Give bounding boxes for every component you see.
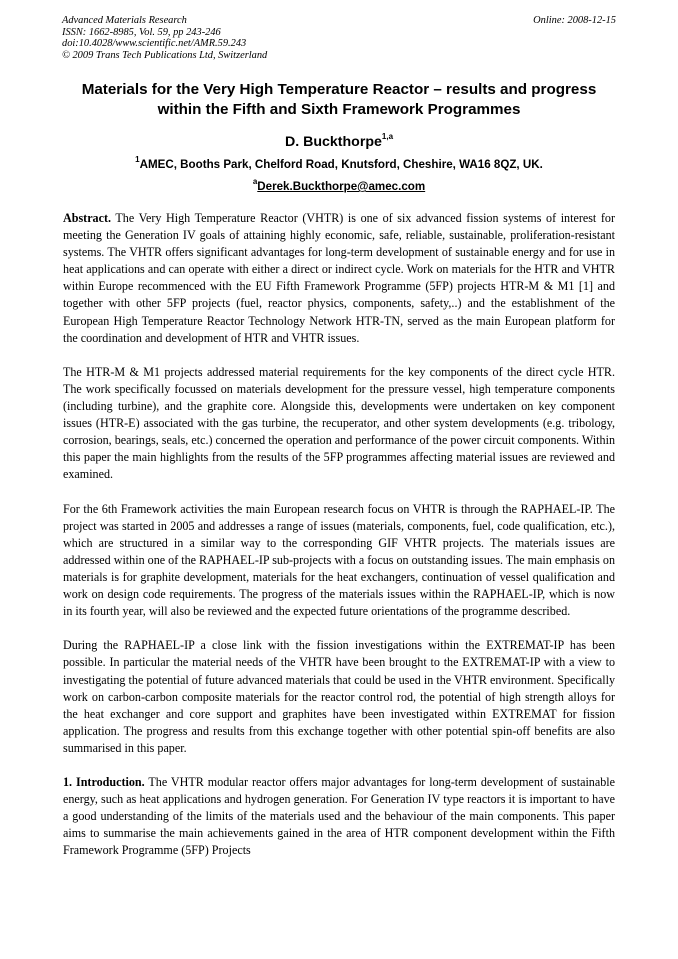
email-link[interactable]: Derek.Buckthorpe@amec.com xyxy=(257,180,426,193)
copyright-line: © 2009 Trans Tech Publications Ltd, Switzerland xyxy=(62,49,268,61)
online-date: Online: 2008-12-15 xyxy=(533,15,616,26)
body-paragraph: For the 6th Framework activities the main European research focus on VHTR is through the RAPHAEL-IP. The project was started in 2005 and addresses a range of issues (materials, components, fuel, code qualification, etc.), which are structured in a similar way to the corresponding GIF VHTR projects. The materials issues are addressed within one of the RAPHAEL-IP sub-projects with a focus on outstanding issues. The main emphasis on materials is for graphite development, materials for the heat exchangers, continuation of vessel qualification and work on design code requirements. The progress of the materials issues within the RAPHAEL-IP, which is now in its fourth year, will also be reviewed and the expected future orientations of the programme described. xyxy=(63,501,615,619)
author-superscript: 1,a xyxy=(381,132,394,142)
journal-header xyxy=(62,15,267,61)
email-line xyxy=(50,179,628,195)
abstract-paragraph xyxy=(63,210,615,347)
paper-title xyxy=(50,80,628,120)
issn-line: ISSN: 1662-8985, Vol. 59, pp 243-246 xyxy=(62,26,221,38)
affiliation-text: AMEC, Booths Park, Chelford Road, Knutsford, Cheshire, WA16 8QZ, UK. xyxy=(139,158,543,171)
journal-name: Advanced Materials Research xyxy=(62,15,187,26)
author-name: D. Buckthorpe xyxy=(284,134,382,150)
affiliation xyxy=(50,157,628,173)
introduction-heading: 1. Introduction. xyxy=(63,775,145,790)
author-line xyxy=(50,132,628,152)
title-line-2: within the Fifth and Sixth Framework Programmes xyxy=(157,101,521,118)
abstract-label: Abstract. xyxy=(63,211,112,225)
introduction-text: The VHTR modular reactor offers major advantages for long-term development of sustainable energy, such as heat applications and hydrogen generation. For Generation IV type reactors it is important to have a good understanding of the limits of the materials used and the behaviour of the main components. This paper aims to summarise the main achievements gained in the area of HTR component development within the Fifth Framework Programme (5FP) Projects xyxy=(63,775,615,858)
title-line-1: Materials for the Very High Temperature Reactor – results and progress xyxy=(81,81,597,98)
introduction-paragraph xyxy=(63,774,615,859)
doi-line: doi:10.4028/www.scientific.net/AMR.59.243 xyxy=(62,38,247,49)
paper-body xyxy=(63,210,615,877)
email-superscript: a xyxy=(252,177,258,187)
body-paragraph: During the RAPHAEL-IP a close link with the fission investigations within the EXTREMAT-IP has been possible. In particular the material needs of the VHTR have been brought to the EXTREMAT-IP with a view to investigating the potential of future advanced materials that could be used in the VHTR environment. Specifically work on carbon-carbon composite materials for the reactor control rod, the potential of high strength alloys for the heat exchanger and core support and graphites have been investigated within EXTREMAT for fission application. The progress and results from this exchange together with other potential spin-off benefits are also summarised in this paper. xyxy=(63,638,615,755)
abstract-text: The Very High Temperature Reactor (VHTR) is one of six advanced fission systems of interest for meeting the Generation IV goals of attaining highly economic, safe, reliable, sustainable, proliferation-resistant systems. The VHTR offers significant advantages for long-term development of sustainable energy and for use in heat applications and can operate with either a direct or indirect cycle. Work on materials for the HTR and VHTR within Europe recommenced with the EU Fifth Framework Programme (5FP) projects HTR-M & M1 [1] and together with other 5FP projects (fuel, reactor physics, components, safety,..) and the establishment of the European High Temperature Reactor Technology Network HTR-TN, served as the main European platform for the coordination and development of HTR and VHTR issues. xyxy=(63,211,615,345)
body-paragraph: The HTR-M & M1 projects addressed material requirements for the key components of the direct cycle HTR. The work specifically focussed on materials development for the pressure vessel, high temperature components (including turbine), and the graphite core. Alongside this, developments were undertaken on key component issues (HTR-E) associated with the gas turbine, the recuperator, and other system developments (e.g. tribology, corrosion, bearings, seals, etc.) concerned the operation and performance of the power circuit components. Within this paper the main highlights from the results of the 5FP programmes affecting material issues are reviewed and examined. xyxy=(63,364,615,482)
affiliation-superscript: 1 xyxy=(135,155,140,165)
